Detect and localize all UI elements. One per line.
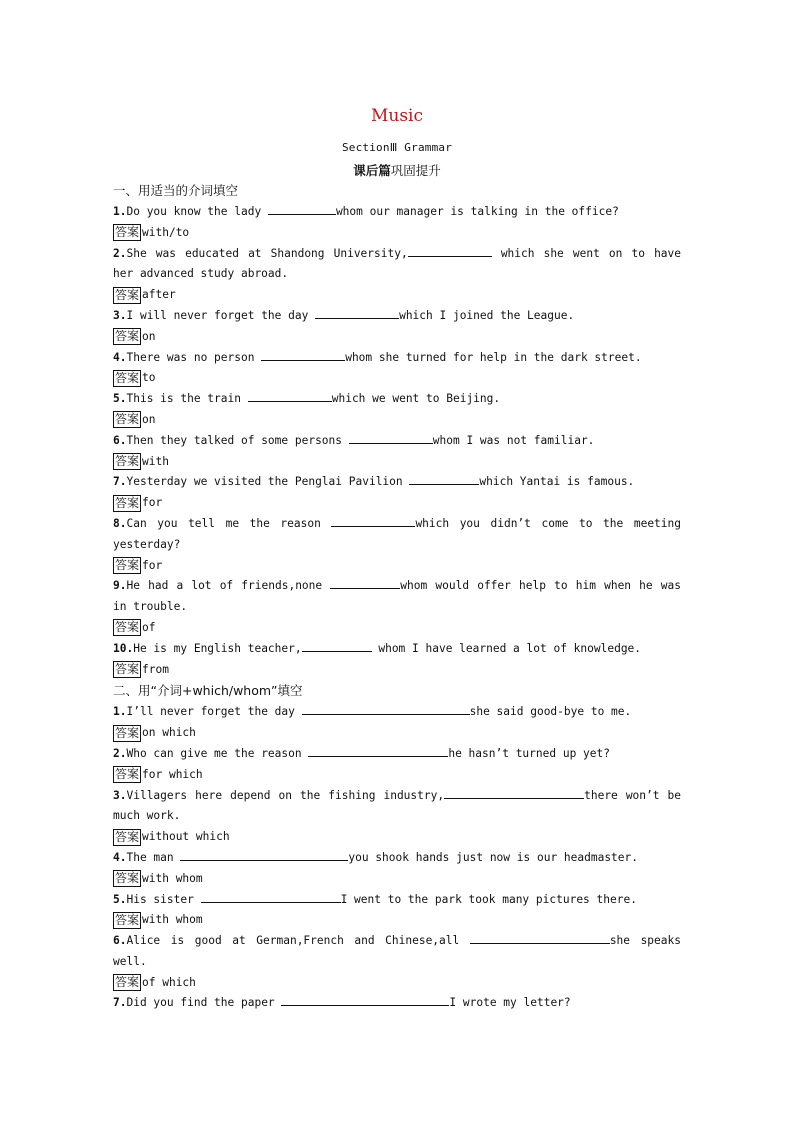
question-number: 5. xyxy=(113,892,127,906)
answer-text: for which xyxy=(142,767,203,781)
answer-blank[interactable] xyxy=(349,431,433,444)
question-number: 6. xyxy=(113,433,127,447)
question xyxy=(113,348,681,369)
question-text-before: Who can give me the reason xyxy=(126,746,309,760)
answer-row xyxy=(113,223,681,244)
question-text-before: I will never forget the day xyxy=(126,308,316,322)
question xyxy=(113,244,681,286)
part1-list xyxy=(113,202,681,680)
question-text-before: I’ll never forget the day xyxy=(126,705,302,719)
answer-text: after xyxy=(142,288,176,302)
question-number: 5. xyxy=(113,392,127,406)
answer-text: from xyxy=(142,662,169,676)
question-text-before: The man xyxy=(126,850,181,864)
question xyxy=(113,848,681,869)
question-text-before: His sister xyxy=(126,892,201,906)
question xyxy=(113,993,681,1014)
question-text-before: Did you find the paper xyxy=(126,996,282,1010)
answer-text: on xyxy=(142,412,156,426)
answer-badge: 答案 xyxy=(115,287,140,302)
question xyxy=(113,514,681,556)
question-text-before: Alice is good at German,French and Chinese,all xyxy=(126,934,470,948)
answer-badge: 答案 xyxy=(115,725,140,740)
answer-row xyxy=(113,285,681,306)
question-number: 1. xyxy=(113,705,127,719)
question xyxy=(113,472,681,493)
answer-row xyxy=(113,556,681,577)
answer-row xyxy=(113,660,681,681)
question xyxy=(113,431,681,452)
question xyxy=(113,389,681,410)
question-text-before: Yesterday we visited the Penglai Pavilion xyxy=(126,475,410,489)
answer-blank[interactable] xyxy=(302,639,372,652)
question-number: 6. xyxy=(113,934,127,948)
answer-row xyxy=(113,618,681,639)
answer-blank[interactable] xyxy=(408,244,492,257)
answer-row xyxy=(113,910,681,931)
answer-blank[interactable] xyxy=(331,514,415,527)
subsection-bold: 课后篇 xyxy=(353,163,391,178)
page-title: Music xyxy=(370,106,424,126)
answer-badge: 答案 xyxy=(115,558,140,573)
answer-blank[interactable] xyxy=(302,702,470,715)
answer-row xyxy=(113,869,681,890)
question-text-after: whom she turned for help in the dark street. xyxy=(345,350,642,364)
question-number: 9. xyxy=(113,579,127,593)
answer-blank[interactable] xyxy=(201,890,341,903)
question-number: 7. xyxy=(113,475,127,489)
question-number: 10. xyxy=(113,641,134,655)
answer-blank[interactable] xyxy=(470,931,610,944)
answer-badge: 答案 xyxy=(115,370,140,385)
question-number: 3. xyxy=(113,308,127,322)
subsection-rest: 巩固提升 xyxy=(390,163,441,178)
question xyxy=(113,702,681,723)
answer-badge: 答案 xyxy=(115,495,140,510)
answer-blank[interactable] xyxy=(330,576,400,589)
question-number: 4. xyxy=(113,350,127,364)
answer-text: on which xyxy=(142,726,196,740)
part2-heading: 二、用“介词+which/whom”填空 xyxy=(113,683,303,699)
question-text-after: whom I was not familiar. xyxy=(432,433,595,447)
answer-text: with whom xyxy=(142,871,203,885)
question xyxy=(113,890,681,911)
answer-badge: 答案 xyxy=(115,329,140,344)
answer-text: to xyxy=(142,371,156,385)
answer-badge: 答案 xyxy=(115,767,140,782)
question-text-after: which you didn’t come to the meeting yesterday? xyxy=(113,516,681,551)
answer-row xyxy=(113,723,681,744)
answer-row xyxy=(113,368,681,389)
question-text-before: Can you tell me the reason xyxy=(126,516,332,530)
question-text-after: I went to the park took many pictures there. xyxy=(340,892,637,906)
question xyxy=(113,306,681,327)
question-text-before: Then they talked of some persons xyxy=(126,433,349,447)
question-text-before: Villagers here depend on the fishing industry, xyxy=(126,788,445,802)
answer-row xyxy=(113,973,681,994)
answer-blank[interactable] xyxy=(409,472,479,485)
answer-badge: 答案 xyxy=(115,829,140,844)
answer-blank[interactable] xyxy=(248,389,332,402)
question-text-before: He had a lot of friends,none xyxy=(126,579,331,593)
question-text-before: There was no person xyxy=(126,350,262,364)
question xyxy=(113,202,681,223)
answer-blank[interactable] xyxy=(308,744,448,757)
answer-row xyxy=(113,452,681,473)
answer-text: for xyxy=(142,558,163,572)
question xyxy=(113,931,681,973)
question-text-before: He is my English teacher, xyxy=(133,641,302,655)
question-text-after: he hasn’t turned up yet? xyxy=(448,746,610,760)
question-number: 4. xyxy=(113,850,127,864)
question-number: 2. xyxy=(113,746,127,760)
question-text-after: whom our manager is talking in the office? xyxy=(335,205,619,218)
answer-badge: 答案 xyxy=(115,454,140,469)
question-text-after: which she went on to have her advanced study abroad. xyxy=(113,246,682,281)
question-text-after: there won’t be much work. xyxy=(113,788,681,823)
answer-text: on xyxy=(142,329,156,343)
question-text-after: she said good-bye to me. xyxy=(469,705,632,719)
answer-badge: 答案 xyxy=(115,412,140,427)
question-number: 7. xyxy=(113,996,127,1010)
answer-text: with xyxy=(142,454,169,468)
answer-badge: 答案 xyxy=(115,662,140,677)
question-text-before: This is the train xyxy=(126,392,248,406)
question xyxy=(113,786,681,828)
question-text-before: She was educated at Shandong University, xyxy=(126,246,408,260)
answer-row xyxy=(113,493,681,514)
question-text-after: you shook hands just now is our headmaster. xyxy=(348,850,638,864)
answer-text: without which xyxy=(142,830,230,844)
question-text-after: which we went to Beijing. xyxy=(331,392,501,406)
answer-blank[interactable] xyxy=(281,993,449,1006)
question-text-after: whom would offer help to him when he was in trouble. xyxy=(113,579,682,614)
answer-badge: 答案 xyxy=(115,225,140,240)
answer-row xyxy=(113,765,681,786)
part1-heading: 一、用适当的介词填空 xyxy=(113,183,239,198)
answer-text: of xyxy=(142,620,156,634)
answer-text: for xyxy=(142,496,163,510)
question-text-after: she speaks well. xyxy=(113,934,681,968)
answer-badge: 答案 xyxy=(115,912,140,927)
question-text-after: which I joined the League. xyxy=(399,308,575,322)
question xyxy=(113,576,681,618)
section-label: SectionⅢ Grammar xyxy=(341,141,453,154)
answer-blank[interactable] xyxy=(261,348,345,361)
answer-blank[interactable] xyxy=(315,306,399,319)
question-number: 1. xyxy=(113,205,127,218)
exercise-content xyxy=(113,180,681,1014)
answer-badge: 答案 xyxy=(115,871,140,886)
answer-badge: 答案 xyxy=(115,975,140,990)
question-number: 2. xyxy=(113,246,127,260)
question-text-before: Do you know the lady xyxy=(126,205,268,218)
answer-text: with/to xyxy=(142,225,190,239)
question-text-after: which Yantai is famous. xyxy=(479,475,635,489)
answer-row xyxy=(113,410,681,431)
question-text-after: I wrote my letter? xyxy=(449,996,571,1010)
answer-badge: 答案 xyxy=(115,620,140,635)
answer-blank[interactable] xyxy=(268,202,336,215)
answer-blank[interactable] xyxy=(444,786,584,799)
answer-row xyxy=(113,827,681,848)
question-number: 8. xyxy=(113,516,127,530)
question xyxy=(113,639,681,660)
question-number: 3. xyxy=(113,788,127,802)
question xyxy=(113,744,681,765)
question-text-after: whom I have learned a lot of knowledge. xyxy=(371,641,642,655)
part2-list xyxy=(113,702,681,1014)
answer-row xyxy=(113,327,681,348)
answer-text: of which xyxy=(142,975,196,989)
answer-text: with whom xyxy=(142,913,203,927)
answer-blank[interactable] xyxy=(180,848,348,861)
subsection-label xyxy=(113,161,681,179)
